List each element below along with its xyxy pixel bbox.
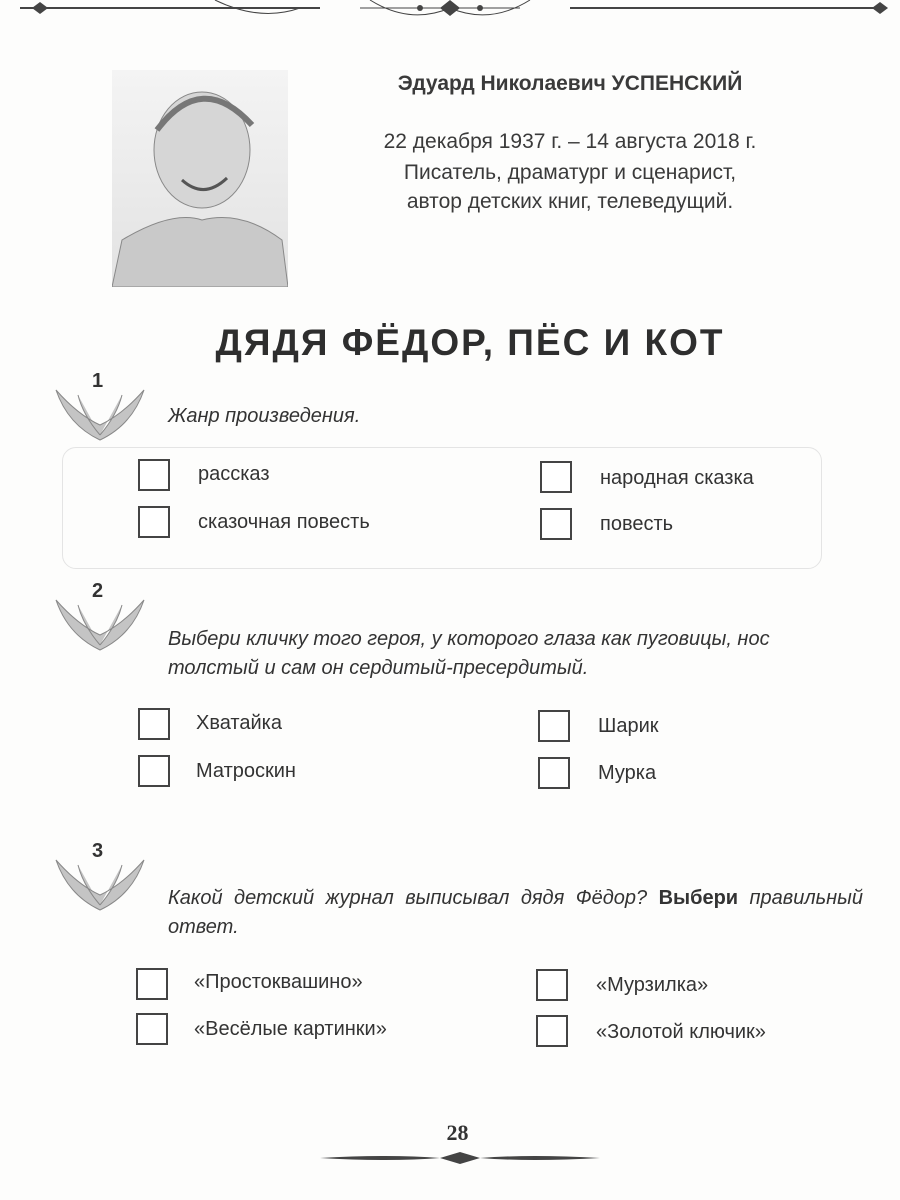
checkbox[interactable] [538,757,570,789]
option-label: рассказ [198,463,270,485]
author-bio-line: автор детских книг, телеведущий. [406,190,734,213]
author-name: Эдуард Николаевич УСПЕНСКИЙ [397,72,743,95]
leaf-ornament-icon [48,855,152,915]
checkbox[interactable] [536,1015,568,1047]
top-ornament [0,0,900,24]
options-frame [62,447,822,569]
option-label: Матроскин [196,760,296,782]
option-label: повесть [600,513,674,535]
question-text-part: правильный ответ. [168,887,863,938]
question-text: Жанр произведения. [168,405,361,427]
question-text-bold: Выбери [658,887,739,909]
checkbox[interactable] [138,459,170,491]
checkbox[interactable] [540,508,572,540]
option-label: народная сказка [600,467,754,489]
option-label: Мурка [598,762,657,784]
portrait-sketch [112,70,288,287]
author-dates: 22 декабря 1937 г. – 14 августа 2018 г. [383,130,757,153]
checkbox[interactable] [138,755,170,787]
checkbox[interactable] [136,1013,168,1045]
checkbox[interactable] [540,461,572,493]
option-label: сказочная повесть [198,511,370,533]
page-number: 28 [446,1120,469,1145]
checkbox[interactable] [138,506,170,538]
checkbox[interactable] [536,969,568,1001]
author-bio-line: Писатель, драматург и сценарист, [403,161,737,184]
question-number: 1 [92,370,104,392]
option-label: Шарик [598,715,659,737]
question-number: 2 [92,580,104,602]
checkbox[interactable] [136,968,168,1000]
option-label: «Мурзилка» [596,974,709,996]
option-label: «Весёлые картинки» [194,1018,387,1040]
leaf-ornament-icon [48,385,152,445]
option-label: «Простоквашино» [194,971,363,993]
leaf-ornament-icon [48,595,152,655]
question-text: Выбери кличку того героя, у которого глаза как пуговицы, нос толстый и сам он сердитый-пресердитый. [168,628,770,679]
checkbox[interactable] [138,708,170,740]
question-text [168,884,863,942]
option-label: «Золотой ключик» [596,1021,766,1043]
author-portrait [112,70,288,287]
page-title: ДЯДЯ ФЁДОР, ПЁС И КОТ [215,322,725,363]
question-number: 3 [92,840,104,862]
bottom-ornament [320,1150,600,1166]
checkbox[interactable] [538,710,570,742]
question-text-part: Какой детский журнал выписывал дядя Фёдор? [168,887,648,909]
option-label: Хватайка [196,712,282,734]
